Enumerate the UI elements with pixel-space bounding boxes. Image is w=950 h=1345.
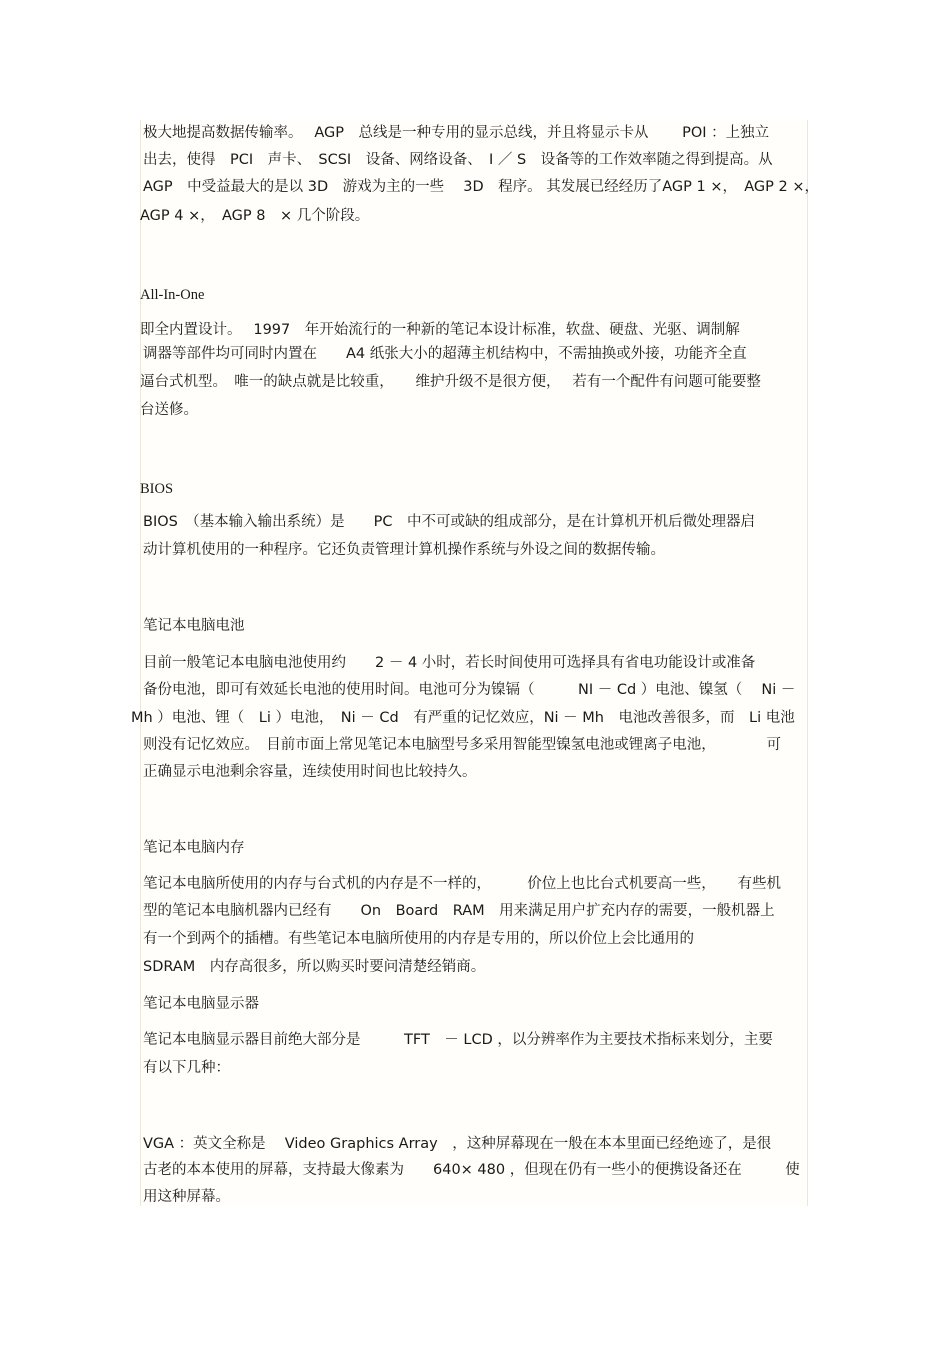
- memory-paragraph-line-3: 有一个到两个的插槽。有些笔记本电脑所使用的内存是专用的，所以价位上会比通用的: [143, 931, 694, 947]
- battery-paragraph-line-3: Mh ）电池、锂（ Li ）电池， Ni － Cd 有严重的记忆效应，Ni － Mh 电池改善很多，而 Li 电池: [131, 710, 795, 726]
- allinone-paragraph-line-4: 台送修。: [140, 402, 198, 418]
- allinone-paragraph-line-3: 逼台式机型。 唯一的缺点就是比较重， 维护升级不是很方便， 若有一个配件有问题可能要整: [140, 374, 761, 390]
- battery-paragraph-line-5: 正确显示电池剩余容量，连续使用时间也比较持久。: [143, 764, 477, 780]
- vga-paragraph-line-2: 古老的本本使用的屏幕，支持最大像素为 640× 480 ，但现在仍有一些小的便携设备还在 使: [143, 1162, 800, 1178]
- memory-heading: 笔记本电脑内存: [143, 840, 245, 856]
- memory-paragraph-line-2: 型的笔记本电脑机器内已经有 On Board RAM 用来满足用户扩充内存的需要，一般机器上: [143, 903, 775, 919]
- battery-paragraph-line-1: 目前一般笔记本电脑电池使用约 2 － 4 小时，若长时间使用可选择具有省电功能设计或准备: [143, 655, 756, 671]
- allinone-heading: All-In-One: [140, 287, 205, 303]
- display-paragraph-line-2: 有以下几种：: [143, 1060, 230, 1076]
- battery-paragraph-line-4: 则没有记忆效应。 目前市面上常见笔记本电脑型号多采用智能型镍氢电池或锂离子电池， 可: [143, 737, 781, 753]
- bios-paragraph-line-2: 动计算机使用的一种程序。它还负责管理计算机操作系统与外设之间的数据传输。: [143, 542, 665, 558]
- agp-paragraph-line-2: 出去，使得 PCI 声卡、 SCSI 设备、网络设备、 I ／ S 设备等的工作效率随之得到提高。从: [143, 152, 773, 168]
- vga-paragraph-line-3: 用这种屏幕。: [143, 1189, 230, 1205]
- agp-paragraph-line-4: AGP 4 ×， AGP 8 × 几个阶段。: [140, 208, 370, 224]
- memory-paragraph-line-4: SDRAM 内存高很多，所以购买时要问清楚经销商。: [143, 959, 486, 975]
- display-paragraph-line-1: 笔记本电脑显示器目前绝大部分是 TFT － LCD ，以分辨率作为主要技术指标来划分，主要: [143, 1032, 773, 1048]
- bios-heading: BIOS: [140, 481, 174, 497]
- agp-paragraph-line-1: 极大地提高数据传输率。 AGP 总线是一种专用的显示总线，并且将显示卡从 POI ：上独立: [143, 125, 770, 141]
- battery-paragraph-line-2: 备份电池，即可有效延长电池的使用时间。电池可分为镍镉（ NI － Cd ）电池、镍氢（ Ni －: [143, 682, 796, 698]
- bios-paragraph-line-1: BIOS （基本输入输出系统）是 PC 中不可或缺的组成部分，是在计算机开机后微处理器启: [143, 514, 755, 530]
- agp-paragraph-line-3: AGP 中受益最大的是以 3D 游戏为主的一些 3D 程序。 其发展已经经历了AGP 1 ×， AGP 2 ×，: [143, 179, 819, 195]
- allinone-paragraph-line-1: 即全内置设计。 1997 年开始流行的一种新的笔记本设计标准，软盘、硬盘、光驱、调制解: [140, 322, 740, 338]
- vga-paragraph-line-1: VGA ：英文全称是 Video Graphics Array ，这种屏幕现在一般在本本里面已经绝迹了，是很: [143, 1136, 772, 1152]
- memory-paragraph-line-1: 笔记本电脑所使用的内存与台式机的内存是不一样的， 价位上也比台式机要高一些， 有些机: [143, 876, 781, 892]
- battery-heading: 笔记本电脑电池: [143, 618, 245, 634]
- allinone-paragraph-line-2: 调器等部件均可同时内置在 A4 纸张大小的超薄主机结构中，不需抽换或外接，功能齐全直: [143, 346, 747, 362]
- display-heading: 笔记本电脑显示器: [143, 996, 259, 1012]
